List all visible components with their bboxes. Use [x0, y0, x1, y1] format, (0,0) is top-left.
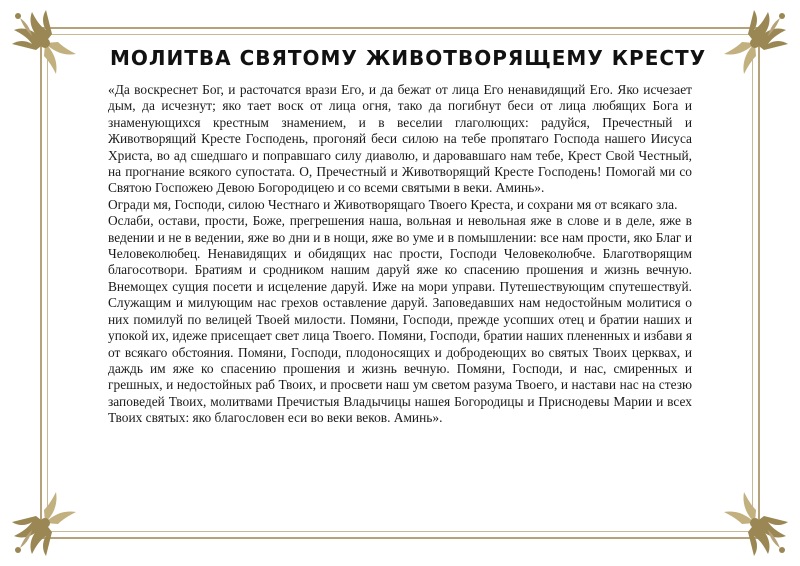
prayer-paragraph-1: «Да воскреснет Бог, и расточатся врази Его, и да бежат от лица Его ненавидящий Его. Яко исчезает дым, да исчезнут; яко тает воск от лица огня, тако да погибнут беси от лица любящих Бога и знаменующихся крестным знамением, и в веселии глаголющих: радуйся, Пречестный и Животворящий Кресте Господень, прогоняй беси силою на тебе пропятаго Господа нашего Иисуса Христа, во ад сшедшаго и поправшаго силу диаволю, и даровавшаго нам тебе, Крест Свой Честный, на прогнание всякого супостата. О, Пречестный и Животворящий Кресте Господень! Помогай ми со Святою Госпожею Девою Богородицею и со всеми святыми в веки. Аминь». — [108, 82, 692, 196]
page-title: МОЛИТВА СВЯТОМУ ЖИВОТВОРЯЩЕМУ КРЕСТУ — [110, 46, 707, 70]
prayer-paragraph-2: Огради мя, Господи, силою Честнаго и Животворящаго Твоего Креста, и сохрани мя от всякаго зла. — [108, 196, 678, 212]
prayer-text — [108, 82, 692, 427]
ornament-corner-icon — [6, 484, 84, 562]
prayer-paragraph-3: Ослаби, остави, прости, Боже, прегрешения наша, вольная и невольная яже в слове и в деле, яже в ведении и не в ведении, яже во дни и в нощи, яже во уме и в помышлении: все нам прости, яко Благ и Человеколюбец. Ненавидящих и обидящих нас прости, Господи Человеколюбче. Благотворящим благосотвори. Братиям и сродником нашим даруй яже ко спасению прошения и жизнь вечную. Внемощех сущия посети и исцеление даруй. Иже на мори управи. Путешествующим спутешествуй. Служащим и милующим нас грехов оставление даруй. Заповедавших нам недостойным молитися о них помилуй по велицей Твоей милости. Помяни, Господи, прежде усопших отец и братии наших и упокой их, идеже присещает свет лица Твоего. Помяни, Господи, братии наших плененных и избави я от всякаго обстояния. Помяни, Господи, плодоносящих и добродеющих во святых Твоих церквах, и даждь им яже ко спасению прошения и жизнь вечную. Помяни, Господи, и нас, смиренных и грешных, и недостойных раб Твоих, и просвети наш ум светом разума Твоего, и настави нас на стезю заповедей Твоих, молитвами Пречистыя Владычицы нашея Богородицы и Приснодевы Марии и всех Твоих святых: яко благословен еси во веки веков. Аминь». — [108, 213, 692, 426]
ornament-corner-icon — [716, 4, 794, 82]
ornament-corner-icon — [716, 484, 794, 562]
ornament-corner-icon — [6, 4, 84, 82]
